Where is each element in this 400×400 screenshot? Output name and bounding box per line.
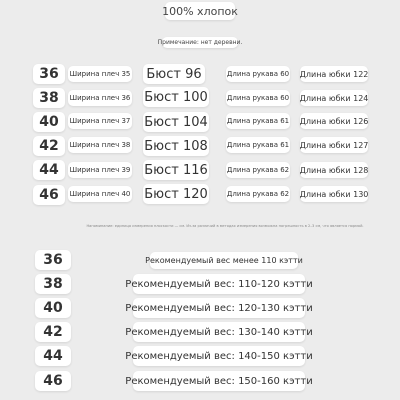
bust-size: Бюст 100 bbox=[143, 87, 209, 107]
size-label: 44 bbox=[33, 160, 65, 180]
weight-recommendation: Рекомендуемый вес: 140-150 кэтти bbox=[133, 346, 305, 366]
size-label: 42 bbox=[33, 136, 65, 156]
size-label: 38 bbox=[33, 88, 65, 108]
skirt-length: Длина юбки 128 bbox=[300, 162, 368, 178]
sleeve-length: Длина рукава 60 bbox=[226, 66, 290, 82]
sleeve-length: Длина рукава 60 bbox=[226, 90, 290, 106]
shoulder-width: Ширина плеч 40 bbox=[68, 186, 132, 202]
skirt-length: Длина юбки 130 bbox=[300, 186, 368, 202]
measurement-note: Напоминание: единица измерения плоскости — см. Из-за различий в методах измерения возможна погрешность в 2–3 см, что является нормой. bbox=[86, 224, 364, 228]
weight-recommendation: Рекомендуемый вес: 110-120 кэтти bbox=[133, 274, 305, 294]
size-label: 42 bbox=[35, 322, 71, 342]
sleeve-length: Длина рукава 62 bbox=[226, 162, 290, 178]
shoulder-width: Ширина плеч 38 bbox=[68, 137, 132, 153]
bust-size: Бюст 96 bbox=[143, 64, 205, 84]
size-label: 40 bbox=[35, 298, 71, 318]
shoulder-width: Ширина плеч 35 bbox=[68, 66, 132, 82]
shoulder-width: Ширина плеч 36 bbox=[68, 90, 132, 106]
weight-recommendation: Рекомендуемый вес: 130-140 кэтти bbox=[133, 322, 305, 342]
bust-size: Бюст 120 bbox=[143, 184, 209, 204]
skirt-length: Длина юбки 126 bbox=[300, 113, 368, 129]
weight-recommendation: Рекомендуемый вес: 150-160 кэтти bbox=[133, 371, 305, 391]
shoulder-width: Ширина плеч 39 bbox=[68, 162, 132, 178]
sleeve-length: Длина рукава 61 bbox=[226, 137, 290, 153]
size-label: 46 bbox=[33, 185, 65, 205]
size-label: 46 bbox=[35, 371, 71, 391]
size-label: 44 bbox=[35, 346, 71, 366]
size-label: 40 bbox=[33, 112, 65, 132]
bust-size: Бюст 116 bbox=[143, 160, 209, 180]
sleeve-length: Длина рукава 61 bbox=[226, 113, 290, 129]
size-label: 36 bbox=[35, 250, 71, 270]
shoulder-width: Ширина плеч 37 bbox=[68, 113, 132, 129]
skirt-length: Длина юбки 122 bbox=[300, 66, 368, 82]
skirt-length: Длина юбки 127 bbox=[300, 137, 368, 153]
weight-recommendation: Рекомендуемый вес: 120-130 кэтти bbox=[133, 298, 305, 318]
note-badge: Примечание: нет деревни. bbox=[157, 39, 243, 46]
size-label: 38 bbox=[35, 274, 71, 294]
skirt-length: Длина юбки 124 bbox=[300, 90, 368, 106]
bust-size: Бюст 104 bbox=[143, 112, 209, 132]
page-title: 100% хлопок bbox=[165, 2, 235, 20]
bust-size: Бюст 108 bbox=[143, 136, 209, 156]
weight-recommendation: Рекомендуемый вес менее 110 кэтти bbox=[150, 252, 298, 269]
sleeve-length: Длина рукава 62 bbox=[226, 186, 290, 202]
size-label: 36 bbox=[33, 64, 65, 84]
